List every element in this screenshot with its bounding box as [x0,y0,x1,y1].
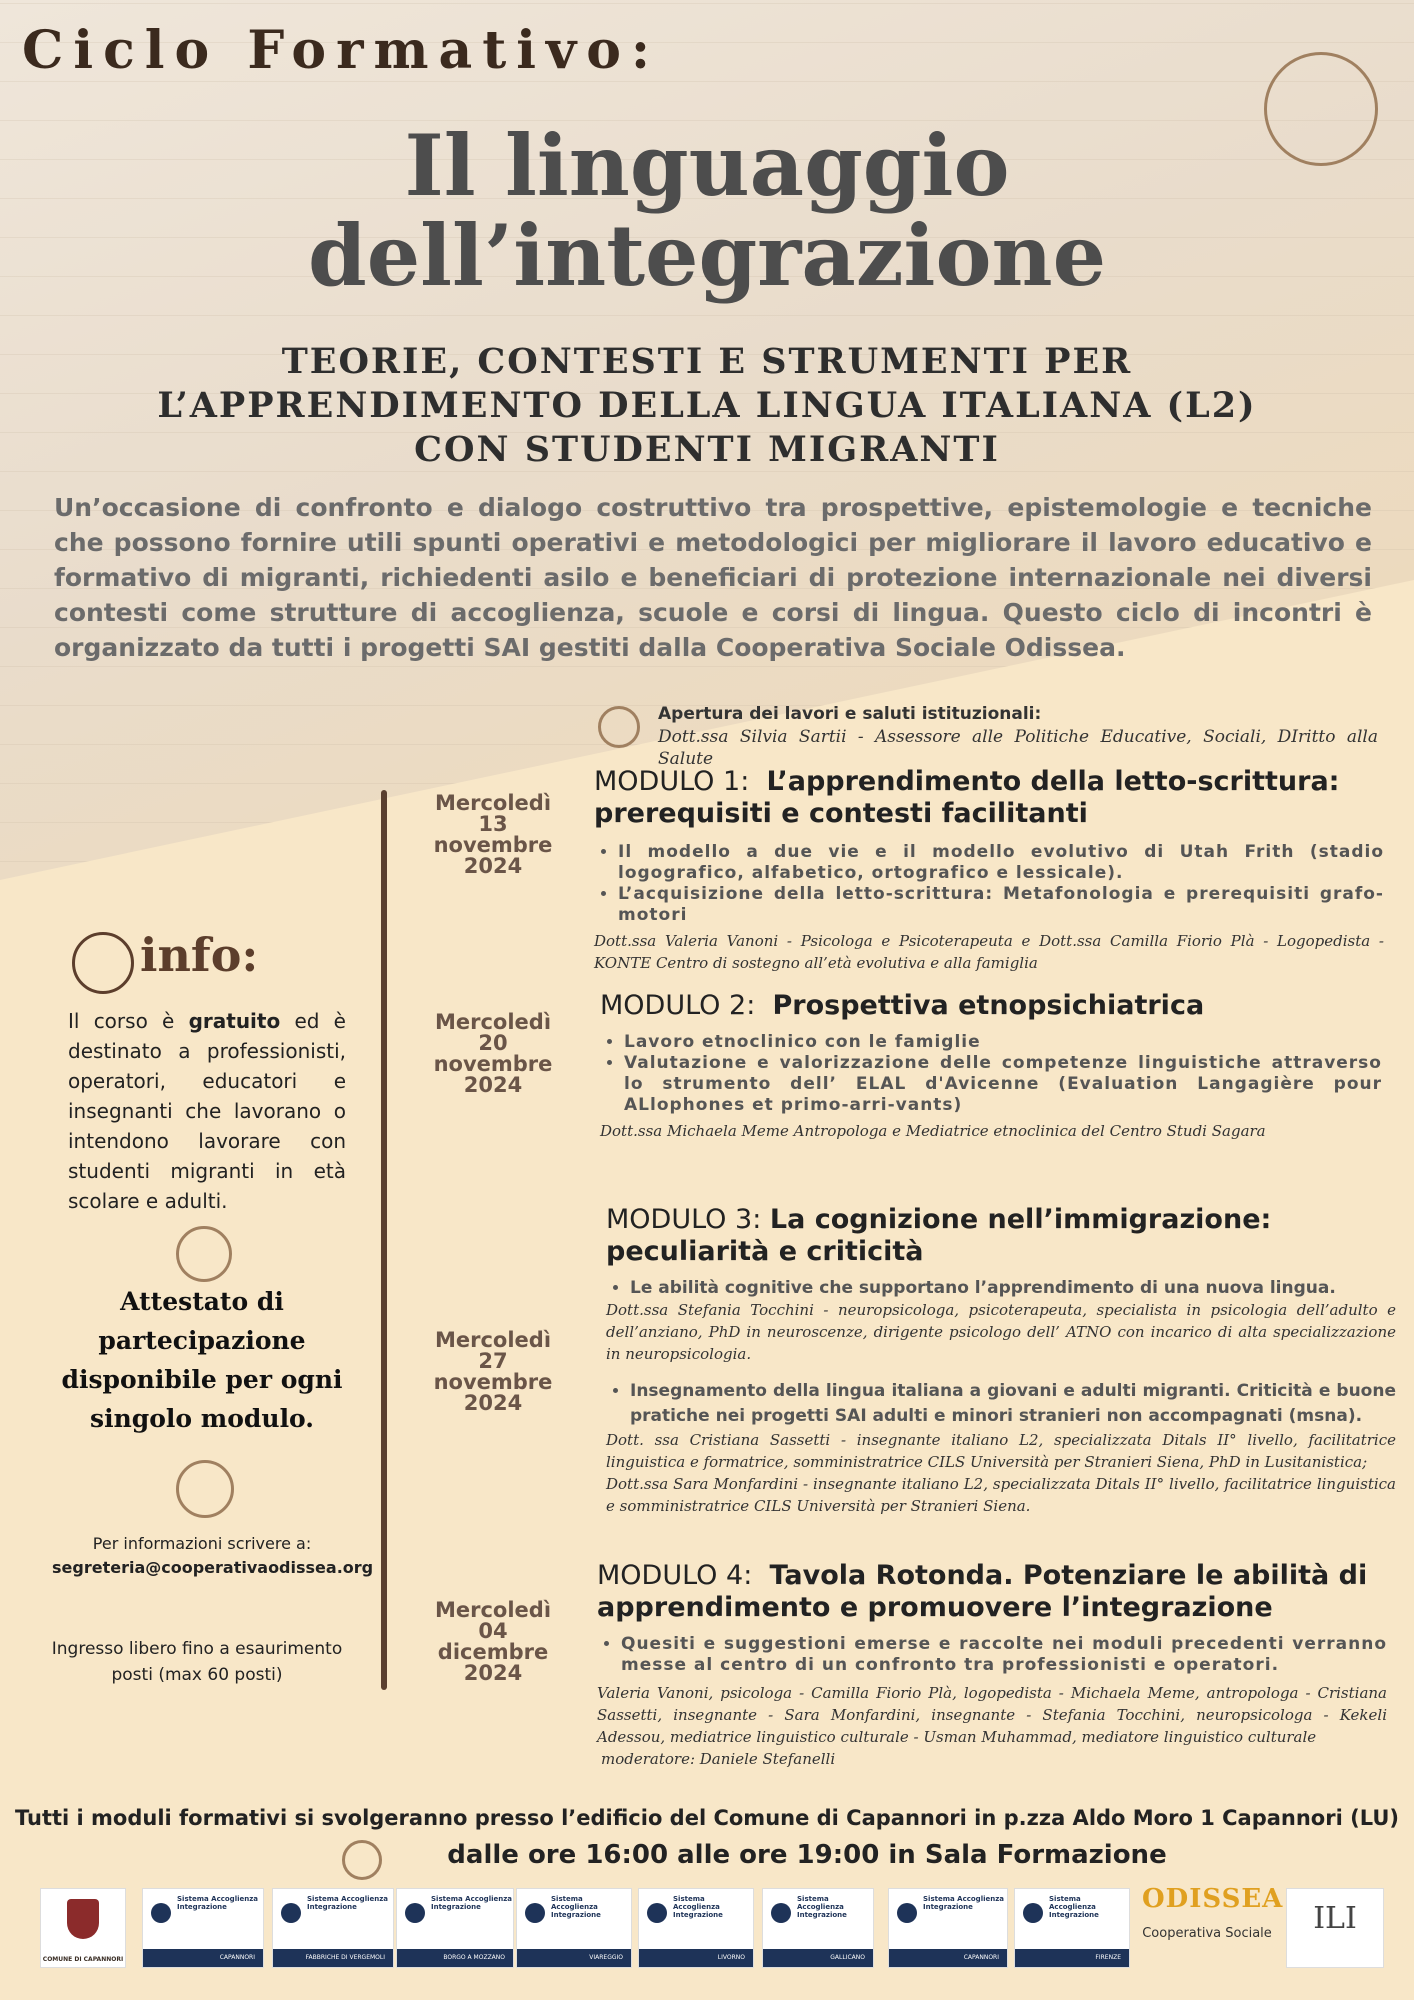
module-label: MODULO 2: [600,990,756,1021]
module-label: MODULO 3: [606,1204,762,1235]
module-4-bullets [597,1634,1387,1676]
module-1-date [418,793,568,877]
module-3 [606,1204,1396,1517]
sai-name: Sistema Accoglienza Integrazione [431,1895,513,1911]
swirl-icon [176,1226,232,1282]
sai-bar [397,1949,513,1967]
date-month: novembre [433,1370,553,1394]
sai-bar [143,1949,263,1967]
sai-logo [142,1888,264,1968]
date-day: 13 [478,812,508,836]
module-4-speakers: Valeria Vanoni, psicologa - Camilla Fiorio Plà, logopedista - Michaela Meme, antropologa - Cristiana Sassetti, insegnante - Sara Monfardini, insegnante - Stefania Tocchini, neuropsicologa - Kekeli Adessou, mediatrice linguistico culturale - Usman Muhammad, mediatore linguistico culturale [597,1684,1387,1746]
crest-icon [67,1899,99,1939]
comune-logo [40,1888,126,1968]
sai-dot-icon [897,1903,917,1923]
sai-name: Sistema Accoglienza Integrazione [797,1895,847,1919]
sai-dot-icon [647,1903,667,1923]
sai-location: FIRENZE [1095,1954,1121,1961]
module-2-bullets [600,1032,1382,1116]
sai-location: VIAREGGIO [589,1954,623,1961]
swirl-icon [72,932,134,994]
date-month: dicembre [437,1640,549,1664]
bullet: • L’acquisizione della letto-scrittura: Metafonologia e prerequisiti grafo-motori [618,884,1384,926]
module-1-title [594,766,1384,830]
sai-bar [273,1949,393,1967]
module-1-speakers: Dott.ssa Valeria Vanoni - Psicologa e Psicoterapeuta e Dott.ssa Camilla Fiorio Plà - Logopedista - KONTE Centro di sostegno all’età evolutiva e alla famiglia [594,932,1384,972]
module-heading: Prospettiva etnopsichiatrica [772,990,1205,1021]
swirl-icon [598,706,640,748]
comune-name: COMUNE DI CAPANNORI [42,1956,124,1963]
ili-logo [1286,1888,1384,1968]
module-label: MODULO 4: [597,1560,753,1591]
odissea-caption: Cooperativa Sociale [1142,1926,1272,1941]
sai-name: Sistema Accoglienza Integrazione [307,1895,389,1911]
bullet: • Insegnamento della lingua italiana a giovani e adulti migranti. Criticità e buone pratiche nei progetti SAI adulti e minori stranieri non accompagnati (msna). [630,1379,1396,1429]
module-label: MODULO 1: [594,766,750,797]
module-heading: Tavola Rotonda. Potenziare le abilità di apprendimento e promuovere l’integrazione [597,1560,1368,1623]
sai-logo [638,1888,754,1968]
sai-dot-icon [281,1903,301,1923]
module-3-bullets-2 [606,1379,1396,1429]
opening-block [658,702,1378,770]
footer-location: Tutti i moduli formativi si svolgeranno presso l’edificio del Comune di Capannori in p.zza Aldo Moro 1 Capannori (LU) [14,1806,1399,1830]
sai-logo [888,1888,1008,1968]
attestato-text: Attestato di partecipazione disponibile per ogni singolo modulo. [61,1287,343,1433]
info-heading: info: [140,928,259,982]
info-body-text: ed è destinato a professionisti, operatori, educatori e insegnanti che lavorano o intendono lavorare con studenti migranti in età scolare e adulti. [68,1009,346,1213]
module-2-speakers: Dott.ssa Michaela Meme Antropologa e Mediatrice etnoclinica del Centro Studi Sagara [600,1122,1266,1140]
date-day: 04 [478,1619,508,1643]
opening-speaker: Dott.ssa Silvia Sartii - Assessore alle Politiche Educative, Sociali, DIritto alla Salute [658,727,1378,769]
module-1-bullets [594,842,1384,926]
sai-location: CAPANNORI [219,1954,255,1961]
sai-bar [1015,1949,1129,1967]
contact-label: Per informazioni scrivere a: [92,1534,312,1553]
sai-dot-icon [151,1903,171,1923]
sai-dot-icon [405,1903,425,1923]
bullet: • Valutazione e valorizzazione delle competenze linguistiche attraverso lo strumento dell’ ELAL d'Avicenne (Evaluation Langagière pour ALlophones et primo-arri-vants) [624,1053,1382,1116]
sai-name: Sistema Accoglienza Integrazione [551,1895,601,1919]
module-2-title [600,990,1382,1022]
module-heading: L’apprendimento della letto-scrittura: prerequisiti e contesti facilitanti [594,766,1340,829]
sai-name: Sistema Accoglienza Integrazione [673,1895,723,1919]
title-line-1: Il linguaggio [404,116,1010,215]
module-3-bullets [606,1278,1396,1299]
odissea-logo [1142,1884,1284,1964]
module-1 [594,766,1384,974]
module-3-speakers-3: Dott.ssa Sara Monfardini - insegnante italiano L2, specializzata Ditals II° livello, facilitatrice linguistica e somministratrice CILS Università per Stranieri Siena. [606,1475,1396,1515]
entry-info: Ingresso libero fino a esaurimento posti (max 60 posti) [51,1639,343,1685]
module-3-date [418,1330,568,1414]
date-year: 2024 [463,1391,523,1415]
bullet: • Il modello a due vie e il modello evolutivo di Utah Frith (stadio logografico, alfabetico, ortografico e lessicale). [618,842,1384,884]
bullet: • Quesiti e suggestioni emerse e raccolte nei moduli precedenti verranno messe al centro di un confronto tra professionisti e operatori. [621,1634,1387,1676]
odissea-name: ODISSEA [1142,1884,1284,1914]
sai-location: CAPANNORI [963,1954,999,1961]
date-weekday: Mercoledì [434,791,552,815]
date-year: 2024 [463,854,523,878]
date-weekday: Mercoledì [434,1328,552,1352]
info-body [68,1006,346,1216]
sai-logo [516,1888,632,1968]
sai-logo [272,1888,394,1968]
sai-logo [762,1888,874,1968]
sai-name: Sistema Accoglienza Integrazione [1049,1895,1099,1919]
date-month: novembre [433,833,553,857]
sai-bar [889,1949,1007,1967]
sai-location: BORGO A MOZZANO [443,1954,505,1961]
footer-time: dalle ore 16:00 alle ore 19:00 in Sala Formazione [447,1840,1167,1870]
contact-email[interactable]: segreteria@cooperativaodissea.org [52,1558,374,1577]
module-heading: La cognizione nell’immigrazione: peculiarità e criticità [606,1204,1272,1267]
info-body-text: Il corso è [68,1009,189,1033]
contact-block [52,1532,374,1580]
module-2 [600,990,1382,1142]
opening-title: Apertura dei lavori e saluti istituzionali: [658,704,1042,724]
sai-logo [1014,1888,1130,1968]
bullet: • Le abilità cognitive che supportano l’apprendimento di una nuova lingua. [630,1278,1396,1299]
module-4-title [597,1560,1387,1624]
ili-name: ILI [1313,1901,1357,1936]
sai-bar [639,1949,753,1967]
module-4-moderator: moderatore: Daniele Stefanelli [601,1750,836,1768]
module-4 [597,1560,1387,1770]
module-3-speakers-2: Dott. ssa Cristiana Sassetti - insegnante italiano L2, specializzata Ditals II° livello, facilitatrice linguistica e formatrice, somministratrice CILS Università per Stranieri Siena, PhD in Lusitanistica; [606,1431,1396,1471]
module-3-title [606,1204,1396,1268]
date-day: 20 [478,1031,508,1055]
swirl-icon [176,1460,234,1518]
module-4-date [418,1600,568,1684]
sai-name: Sistema Accoglienza Integrazione [177,1895,259,1911]
sai-dot-icon [771,1903,791,1923]
sai-location: LIVORNO [717,1954,745,1961]
module-3-speakers: Dott.ssa Stefania Tocchini - neuropsicologa, psicoterapeuta, specialista in psicologia dell’adulto e dell’anziano, PhD in neuroscenze, dirigente psicologo dell’ ATNO con incarico di alta specializzazione in neuropsicologia. [606,1301,1396,1363]
sai-dot-icon [525,1903,545,1923]
module-2-date [418,1012,568,1096]
date-year: 2024 [463,1661,523,1685]
date-year: 2024 [463,1073,523,1097]
subtitle-line-3: CON STUDENTI MIGRANTI [414,429,1000,470]
sai-logo [396,1888,514,1968]
kicker: Ciclo Formativo: [22,20,661,81]
sai-location: GALLICANO [830,1954,865,1961]
date-weekday: Mercoledì [434,1010,552,1034]
sai-bar [517,1949,631,1967]
subtitle-line-1: TEORIE, CONTESTI E STRUMENTI PER [281,341,1133,382]
intro-paragraph: Un’occasione di confronto e dialogo costruttivo tra prospettive, epistemologie e tecniche che possono fornire utili spunti operativi e metodologici per migliorare il lavoro educativo e formativo di migranti, richiedenti asilo e beneficiari di protezione internazionale nei diversi contesti come strutture di accoglienza, scuole e corsi di lingua. Questo ciclo di incontri è organizzato da tutti i progetti SAI gestiti dalla Cooperativa Sociale Odissea. [54,493,1372,662]
timeline-line [381,790,387,1690]
subtitle-line-2: L’APPRENDIMENTO DELLA LINGUA ITALIANA (L2) [157,385,1257,426]
date-month: novembre [433,1052,553,1076]
sai-name: Sistema Accoglienza Integrazione [923,1895,1005,1911]
sai-dot-icon [1023,1903,1043,1923]
date-weekday: Mercoledì [434,1598,552,1622]
title-line-2: dell’integrazione [307,206,1107,305]
sai-location: FABBRICHE DI VERGEMOLI [305,1954,385,1961]
date-day: 27 [478,1349,508,1373]
sai-bar [763,1949,873,1967]
info-body-free: gratuito [188,1009,281,1033]
bullet: • Lavoro etnoclinico con le famiglie [624,1032,1382,1053]
